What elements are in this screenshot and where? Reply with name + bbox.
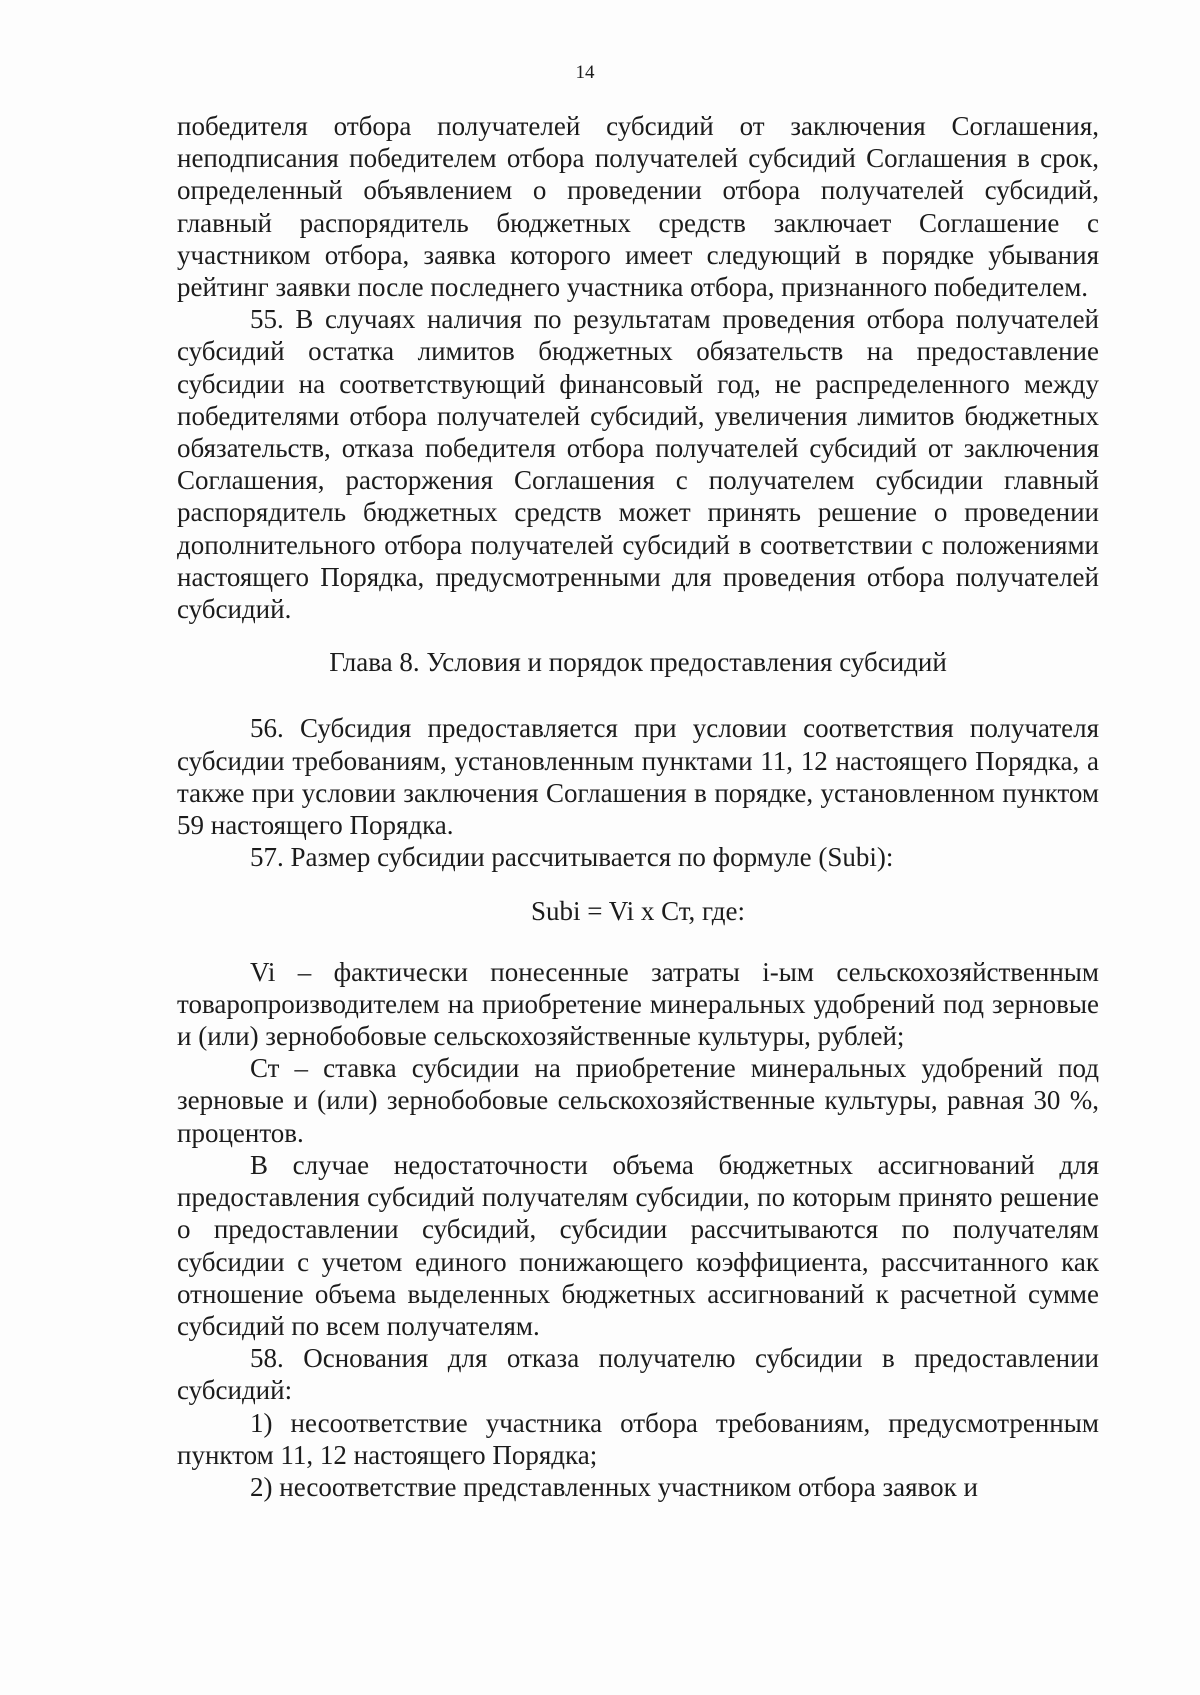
paragraph-st-definition: Ст – ставка субсидии на приобретение минеральных удобрений под зерновые и (или) зернобобовые сельскохозяйственные культуры, равная 30 %, процентов. [177, 1053, 1099, 1148]
paragraph-continuation: победителя отбора получателей субсидий от заключения Соглашения, неподписания победителем отбора получателей субсидий Соглашения в срок, определенный объявлением о проведении отбора получателей субсидий, главный распорядитель бюджетных средств заключает Соглашение с участником отбора, заявка которого имеет следующий в порядке убывания рейтинг заявки после последнего участника отбора, признанного победителем. [177, 111, 1099, 303]
paragraph-57: 57. Размер субсидии рассчитывается по формуле (Subi): [250, 842, 894, 873]
subsidy-formula: Subi = Vi x Ст, где: [530, 896, 745, 927]
list-item-1: 1) несоответствие участника отбора требованиям, предусмотренным пунктом 11, 12 настоящего Порядка; [177, 1407, 1099, 1470]
paragraph-58: 58. Основания для отказа получателю субсидии в предоставлении субсидий: [177, 1343, 1099, 1406]
chapter-heading: Глава 8. Условия и порядок предоставления субсидий [329, 647, 947, 678]
paragraph-insufficiency: В случае недостаточности объема бюджетных ассигнований для предоставления субсидий получателям субсидии, по которым принято решение о предоставлении субсидий, субсидии рассчитываются по получателям субсидии с учетом единого понижающего коэффициента, рассчитанного как отношение объема выделенных бюджетных ассигнований к расчетной сумме субсидий по всем получателям. [177, 1149, 1099, 1341]
paragraph-56: 56. Субсидия предоставляется при условии соответствия получателя субсидии требованиям, установленным пунктами 11, 12 настоящего Порядка, а также при условии заключения Соглашения в порядке, установленном пунктом 59 настоящего Порядка. [177, 713, 1099, 841]
document-body [177, 110, 1099, 1503]
paragraph-vi-definition: Vi – фактически понесенные затраты i-ым сельскохозяйственным товаропроизводителем на приобретение минеральных удобрений под зерновые и (или) зернобобовые сельскохозяйственные культуры, рублей; [177, 956, 1099, 1052]
page-number: 14 [575, 62, 595, 83]
paragraph-55: 55. В случаях наличия по результатам проведения отбора получателей субсидий остатка лимитов бюджетных обязательств на предоставление субсидии на соответствующий финансовый год, не распределенного между победителями отбора получателей субсидий, увеличения лимитов бюджетных обязательств, отказа победителя отбора получателей субсидий от заключения Соглашения, расторжения Соглашения с получателем субсидии главный распорядитель бюджетных средств может принять решение о проведении дополнительного отбора получателей субсидий в соответствии с положениями настоящего Порядка, предусмотренными для проведения отбора получателей субсидий. [177, 304, 1099, 625]
list-item-2: 2) несоответствие представленных участником отбора заявок и [250, 1471, 978, 1502]
